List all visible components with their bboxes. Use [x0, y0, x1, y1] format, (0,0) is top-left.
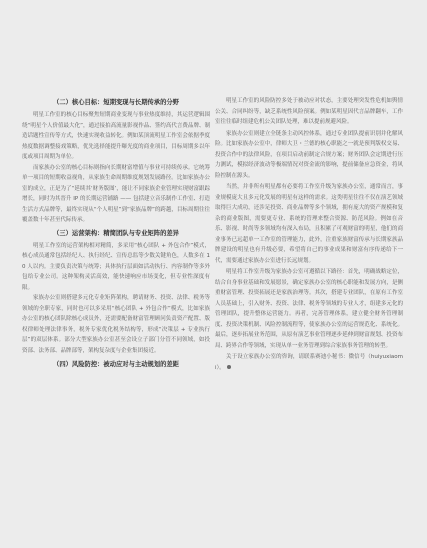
section-heading-operating-structure: （三）运营架构：精简团队与专业矩阵的差异	[53, 229, 179, 237]
paragraph: 明星工作室的运营架构相对精简，多采用“核心团队 + 外包合作”模式，核心成员通常包括经纪人、执行经纪、宣传总监等少数关键角色，人数多在 10 人以内。主要负责决策与统筹；具体执行层面如活动执行、内容制作等多外包给专业公司。这种架构灵活高效，能快速响应市场变化，但专业性深度有限。	[22, 242, 210, 291]
contact-text: 关于设立家族办公室的咨询，请联系赛迪小秘书：微信号（huiyuxiaomi）。	[215, 354, 403, 371]
paragraph: 家族办公室则建立全链条主动风控体系，通过专业团队提前识别并化解风险。比如家族办公室中，律师大卫・兰德的核心职能之一就是预判版权交易、投资合作中的法律风险，在项目启动前制定合规方案；财务团队会定期进行压力测试，模拟经济波动等极端情况对资金流的影响，提前储备应急资金，将风险控制在源头。	[215, 130, 403, 179]
right-column	[215, 96, 403, 373]
paragraph: 明星将工作室升级为家族办公室可遵循以下路径：首先，明确战略定位，结合自身事业基础和发展愿景，确定家族办公室的核心职能和发展方向，是侧重财富管理、投资拓展还是家族治理等。其次，搭建专业团队，在原有工作室人员基础上，引入财务、投资、法律、税务等领域的专业人才，组建多元化的管理团队，提升整体运营能力。再者，完善管理体系，建立健全财务管理制度、投资决策机制、风险控制流程等，使家族办公室的运营规范化、系统化。最后，逐步拓展业务范围，从原有演艺事业管理逐步延伸到财富规划、投资布局、跨界合作等领域，实现从单一业务管理到综合家族事务管理的转型。	[215, 269, 403, 349]
end-dot-icon	[227, 365, 231, 369]
paragraph: 家族办公室则搭建多元化专业矩阵架构，聘请财务、投资、法律、税务等领域的全职专家，同时也可以多采用“核心团队 + 外包合作”模式，比如家族办公室的核心团队除核心成员外，还需要配备财富管理顾问负责资产配置、版权律师处理法律事务，税务专家优化税务结构等，形成“决策层 + 专业执行层”的双层体系。部分大型家族办公室甚至会设立子部门分管不同领域，如投资部、法务部、品牌部等，架构复杂度与企业集团接近。	[22, 295, 210, 354]
left-column	[22, 96, 210, 371]
section-heading-core-goals: （二）核心目标：短期变现与长期传承的分野	[53, 99, 179, 106]
paragraph: 当然，并非所有明星都有必要将工作室升级为家族办公室，通常而言，事业规模庞大且多元化发展的明星有这样的需求。这类明星往往不仅在演艺领域取得巨大成功，还涉足投资、商业品牌等多个领域，拥有庞大的资产规模和复杂的商业版图，需要更专业、系统的管理来整合资源、防范风险。例如在音乐、影视、时尚等多领域均有深入布局，且积累了可观财富的明星，他们的商业事务已远超单一工作室的管理能力，此外，注重家族财富传承与长期家族品牌建设的明星也有升级必要，希望将自己的事业成果和财富有序传递给下一代，需要通过家族办公室进行长远规划。	[215, 184, 403, 264]
paragraph: 而家族办公室的核心目标则指向长期财富增值与事业可持续传承。它统筹单一项目的短期收益视角，从家族生命周期维度规划发展路径。比如家族办公室的成立，正是为了“延续其‘财务版图’，能让不同家族企业管理实现财富跟踪增长，同时为其晋升 IP 的长期运营铺路 —— 包括建立音乐制作工作室、打造生活方式品牌等，最终实现从“个人明星”到“家族品牌”的跨越，目标周期往往覆盖数十年甚至代际传承。	[22, 164, 210, 223]
paragraph: 明星工作室的核心目标聚焦短期商业变现与事业热度维持，其运营逻辑围绕“明星个人价值最大化”，通过接拍高流量影视作品、签约高代言费品牌、制造话题性宣传等方式，快速实现收益转化。例如某顶流明星工作室会依据季度热度数据调整接戏策略，优先选择能提升曝光度的商业项目，目标周期多以年度或项目周期为单位。	[22, 112, 210, 160]
section-heading-risk-control: （四）风险防控：被动应对与主动规划的差距	[53, 361, 179, 368]
contact-paragraph	[215, 352, 403, 373]
paragraph: 明星工作室的风险防控多处于被动应对状态，主要处理突发性危机如舆情公关、合同纠纷等，缺乏系统性风险预案。例如某明星因代言品牌翻车，工作室往往临时组建危机公关团队处理，难以提前规避风险。	[215, 98, 403, 125]
